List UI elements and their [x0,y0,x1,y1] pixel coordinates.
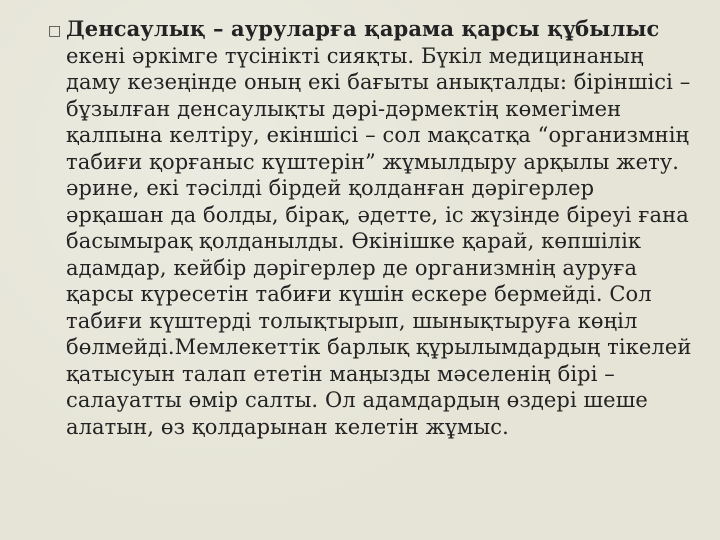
bullet-icon: □ [48,23,62,39]
paragraph-text [66,16,698,440]
paragraph-body: екені әркімге түсінікті сияқты. Бүкіл медицинаның даму кезеңінде оның екі бағыты анықталды: біріншісі – бұзылған денсаулықты дәрі-дәрмектің көмегімен қалпына келтіру, екіншісі – сол мақсатқа “организмнің табиғи қорғаныс күштерін” жұмылдыру арқылы жету. әрине, екі тәсілді бірдей қолданған дәрігерлер әрқашан да болды, бірақ, әдетте, іс жүзінде біреуі ғана басымырақ қолданылды. Өкінішке қарай, көпшілік адамдар, кейбір дәрігерлер де организмнің ауруға қарсы күресетін табиғи күшін ескере бермейді. Сол табиғи күштерді толықтырып, шынықтыруға көңіл бөлмейді.Мемлекеттік барлық құрылымдардың тікелей қатысуын талап ететін маңызды мәселенің бірі – салауатты өмір салты. Ол адамдардың өздері шеше алатын, өз қолдарынан келетін жұмыс. [66,43,692,439]
paragraph-heading: Денсаулық – ауруларға қарама қарсы құбылыс [66,16,660,41]
bullet-paragraph [48,16,698,440]
